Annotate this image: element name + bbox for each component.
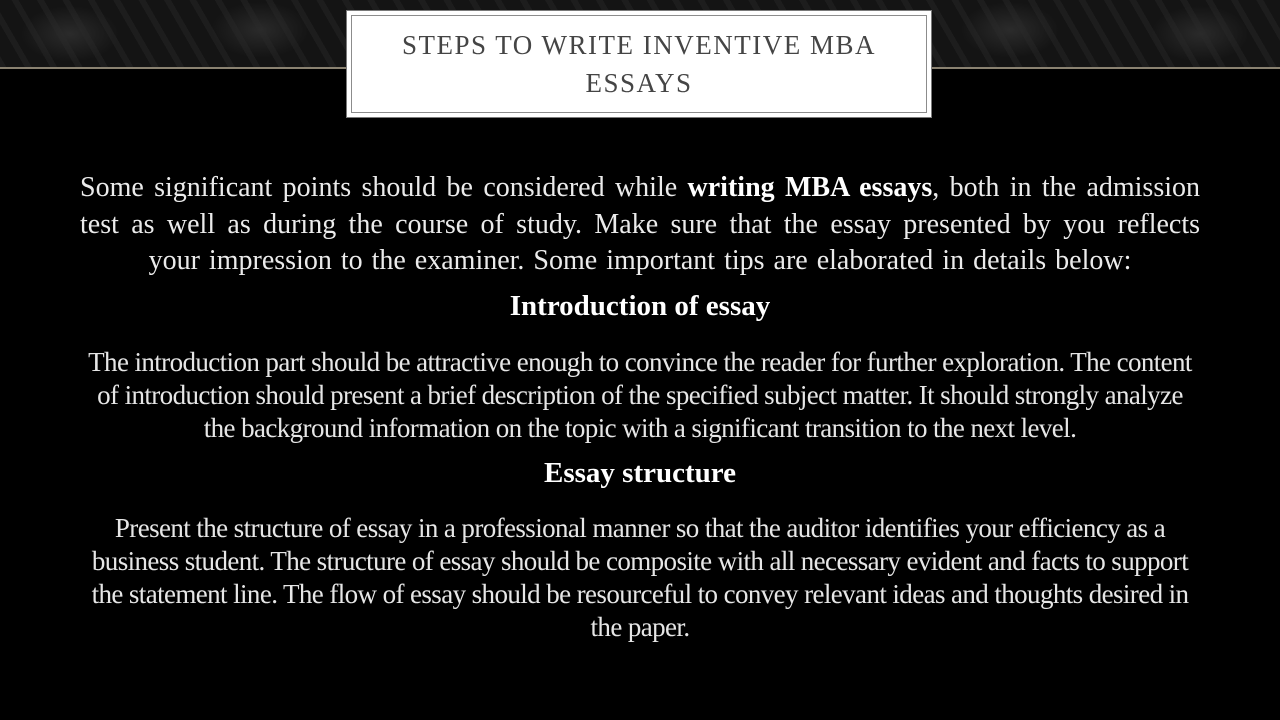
section-body-structure: Present the structure of essay in a professional manner so that the auditor identifies your efficiency as a business student. The structure of essay should be composite with all necessary evident and facts to support the statement line. The flow of essay should be resourceful to convey relevant ideas and thoughts desired in the paper. [91, 512, 1189, 642]
title-box [346, 10, 932, 118]
intro-paragraph [80, 170, 1200, 280]
intro-text-start: Some significant points should be considered while [80, 172, 688, 203]
section-heading-structure: Essay structure [544, 456, 736, 489]
intro-bold-phrase: writing MBA essays [687, 172, 933, 203]
slide-content [80, 170, 1200, 644]
title-box-inner [351, 15, 927, 113]
slide-title: STEPS TO WRITE INVENTIVE MBA ESSAYS [402, 30, 876, 98]
intro-text-end: , both in the admission test as well as during the course of study. Make sure that the essay presented by you reflects your impression to the examiner. Some important tips are elaborated in details below: [80, 172, 1201, 276]
section-body-introduction: The introduction part should be attractive enough to convince the reader for further exploration. The content of introduction should present a brief description of the specified subject matter. It should strongly analyze the background information on the topic with a significant transition to the next level. [88, 346, 1192, 443]
section-heading-introduction: Introduction of essay [509, 289, 771, 322]
